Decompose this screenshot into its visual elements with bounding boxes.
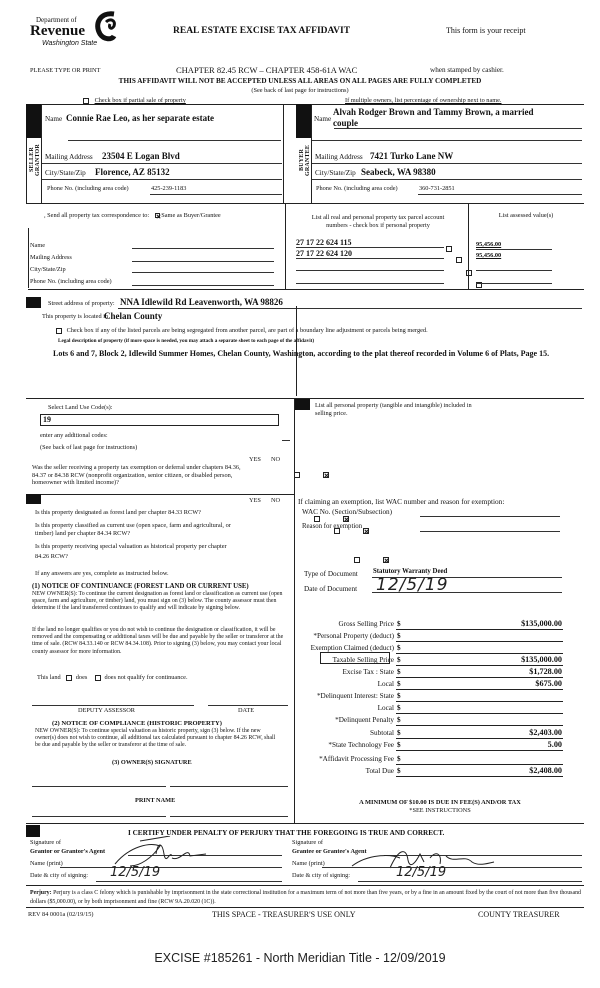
street-address[interactable]: NNA Idlewild Rd Leavenworth, WA 98826: [120, 297, 283, 307]
buyer-mailing-label: Mailing Address: [315, 153, 363, 161]
currency-symbol: $: [397, 729, 401, 737]
tax-row-underline: [396, 738, 563, 739]
additional-codes-label: enter any additional codes:: [40, 432, 108, 439]
logo-revenue: Revenue: [30, 23, 85, 39]
seller-phone[interactable]: 425-239-1183: [151, 185, 187, 192]
doc-date-handwritten[interactable]: 12/5/19: [376, 575, 449, 595]
logo-dept: Department of: [36, 16, 77, 24]
parcel-number-3[interactable]: [296, 270, 444, 271]
historic-question: Is this property receiving special valuation as historical property per chapter 84.26 RCW?: [35, 543, 227, 560]
deputy-assessor-line[interactable]: [32, 705, 194, 706]
grantee-date-label: Date & city of signing:: [292, 872, 351, 879]
this-land-label: This land: [37, 674, 61, 681]
tax-row-value[interactable]: 5.00: [547, 740, 562, 749]
buyer-section-label: BUYER GRANTEE: [299, 144, 311, 176]
tax-row-label: Local: [377, 704, 394, 712]
form-title: REAL ESTATE EXCISE TAX AFFIDAVIT: [173, 26, 351, 36]
tax-row-label: Total Due: [365, 767, 394, 775]
currency-symbol: $: [397, 755, 401, 763]
tax-row-label: *Affidavit Processing Fee: [319, 755, 394, 763]
doc-type-label: Type of Document: [304, 570, 358, 578]
seller-name[interactable]: Connie Rae Leo, as her separate estate: [66, 113, 215, 123]
perjury-label: Perjury:: [30, 890, 52, 896]
tax-row-label: Taxable Selling Price: [332, 656, 394, 664]
tax-row-underline: [396, 701, 563, 702]
currency-symbol: $: [397, 716, 401, 724]
historic-yes-checkbox[interactable]: [354, 557, 360, 563]
chapter-ref: CHAPTER 82.45 RCW – CHAPTER 458-61A WAC: [176, 65, 358, 75]
currency-symbol: $: [397, 767, 401, 775]
tax-row-value[interactable]: $2,408.00: [529, 766, 562, 775]
parcel-2-personal-checkbox[interactable]: [456, 257, 462, 263]
same-as-buyer-checkbox[interactable]: [155, 213, 160, 218]
parcel-3-personal-checkbox[interactable]: [466, 270, 472, 276]
stamped-note: when stamped by cashier.: [430, 66, 504, 74]
forest-yes-checkbox[interactable]: [314, 516, 320, 522]
doc-date-label: Date of Document: [304, 585, 358, 593]
tax-row-value[interactable]: $135,000.00: [521, 619, 562, 628]
county-treasurer: COUNTY TREASURER: [478, 910, 560, 919]
land-use-code-input[interactable]: [40, 414, 279, 426]
currency-symbol: $: [397, 656, 401, 664]
local-code-box[interactable]: [320, 652, 390, 664]
tax-row-underline: [396, 653, 563, 654]
logo-washington: Washington State: [42, 40, 98, 47]
seller-section-label: SELLER GRANTOR: [29, 144, 41, 176]
parcel-number-2[interactable]: 27 17 22 624 120: [296, 249, 352, 258]
corr-name-input[interactable]: [132, 248, 274, 249]
buyer-black-tab: [296, 104, 311, 138]
current-use-question: Is this property classified as current use (open space, farm and agricultural, or timber) land per chapter 84.34 RCW?: [35, 522, 231, 537]
corr-phone-input[interactable]: [132, 285, 274, 286]
grantor-date-handwritten[interactable]: 12/5/19: [110, 865, 161, 880]
does-label: does: [75, 674, 88, 681]
tax-row-value[interactable]: $2,403.00: [529, 728, 562, 737]
county[interactable]: Chelan County: [104, 311, 163, 321]
multiple-owners-note: If multiple owners, list percentage of ownership next to name.: [345, 97, 502, 104]
parcel-header-2: numbers - check box if personal property: [326, 222, 430, 229]
buyer-city[interactable]: Seabeck, WA 98380: [361, 167, 436, 177]
minimum-note: A MINIMUM OF $10.00 IS DUE IN FEE(S) AND/OR TAX: [359, 799, 521, 806]
tax-row-label: Excise Tax : State: [342, 668, 394, 676]
cert-black-tab: [26, 825, 40, 837]
see-back-note: (See back of last page for instructions): [251, 87, 349, 94]
grantee-sig-label2: Grantee or Grantee's Agent: [292, 848, 367, 855]
seller-phone-label: Phone No. (including area code): [47, 185, 129, 192]
tax-row-underline: [396, 689, 563, 690]
personal-property-input[interactable]: [315, 420, 583, 492]
corr-city-label: City/State/Zip: [30, 266, 66, 273]
parcel-header-1: List all real and personal property tax parcel account: [311, 214, 445, 221]
see-back-codes: (See back of last page for instructions): [40, 444, 138, 451]
grantee-date-handwritten[interactable]: 12/5/19: [396, 865, 447, 880]
date-label: DATE: [238, 707, 255, 714]
deputy-assessor-label: DEPUTY ASSESSOR: [78, 707, 135, 714]
assessed-value-3[interactable]: [476, 270, 552, 271]
owner-signature-label: (3) OWNER(S) SIGNATURE: [112, 759, 192, 766]
no-header-2: NO: [271, 497, 281, 504]
perjury-notice: [30, 889, 582, 907]
buyer-mailing[interactable]: 7421 Turko Lane NW: [370, 151, 454, 161]
current-use-no-checkbox[interactable]: [363, 528, 369, 534]
forest-no-checkbox[interactable]: [343, 516, 349, 522]
legal-label: Legal description of property (if more space is needed, you may attach a separate sheet to each page of the affidavit): [58, 338, 315, 344]
buyer-phone[interactable]: 360-731-2851: [419, 185, 455, 192]
assessed-value-4[interactable]: [476, 283, 552, 284]
corr-mailing-label: Mailing Address: [30, 254, 72, 261]
historic-no-checkbox[interactable]: [383, 557, 389, 563]
parcel-number-1[interactable]: 27 17 22 624 115: [296, 238, 352, 247]
grantee-name-label: Name (print): [292, 860, 325, 867]
personal-property-black-tab: [295, 399, 310, 410]
grantee-date-line[interactable]: [358, 881, 582, 882]
tax-row-underline: [396, 764, 563, 765]
correspondence-row: [44, 212, 221, 220]
tax-row-underline: [396, 750, 563, 751]
if-yes-note: If any answers are yes, complete as instructed below.: [35, 570, 169, 577]
buyer-phone-label: Phone No. (including area code): [316, 185, 398, 192]
parcel-number-4[interactable]: [296, 283, 444, 284]
wac-input[interactable]: [420, 516, 560, 517]
grantor-date-label: Date & city of signing:: [30, 872, 89, 879]
corr-city-input[interactable]: [132, 272, 274, 273]
compliance-text: NEW OWNER(S): To continue special valuation as historic property, sign (3) below. If the new owner(s) does not wish to continue, all additional tax calculated pursuant to chapter 84.26 RCW, shall be due and payable by the seller or transferor at the time of sale.: [35, 728, 276, 749]
tax-row-label: *Personal Property (deduct): [313, 632, 394, 640]
tax-row-underline: [396, 713, 563, 714]
seller-city[interactable]: Florence, AZ 85132: [95, 167, 170, 177]
tax-row-underline: [396, 677, 563, 678]
dor-swirl-logo-icon: [92, 10, 122, 42]
seller-city-label: City/State/Zip: [45, 169, 86, 177]
partial-sale-checkbox[interactable]: [83, 98, 89, 104]
seller-black-tab: [26, 104, 41, 138]
tax-row-label: *Delinquent Interest: State: [316, 692, 394, 700]
yes-header-1: YES: [249, 456, 261, 463]
receipt-note: This form is your receipt: [446, 26, 526, 35]
currency-symbol: $: [397, 620, 401, 628]
exemption-label: If claiming an exemption, list WAC number and reason for exemption:: [298, 497, 505, 506]
print-name-line-2[interactable]: [170, 816, 288, 817]
currency-symbol: $: [397, 741, 401, 749]
treasurer-space: THIS SPACE - TREASURER'S USE ONLY: [212, 910, 356, 919]
assessor-date-line[interactable]: [208, 705, 288, 706]
tax-row-underline: [396, 641, 563, 642]
reason-input[interactable]: [420, 531, 560, 532]
personal-property-label: List all personal property (tangible and intangible) included in selling price.: [315, 402, 472, 417]
tax-row-label: *Delinquent Penalty: [335, 716, 394, 724]
street-label: Street address of property:: [48, 300, 115, 307]
tax-row-value[interactable]: $675.00: [535, 679, 562, 688]
same-as-buyer-label: Same as Buyer/Grantee: [161, 212, 221, 219]
tax-row-underline: [396, 776, 563, 777]
no-header-1: NO: [271, 456, 281, 463]
segregated-checkbox[interactable]: [56, 328, 62, 334]
parcel-1-personal-checkbox[interactable]: [446, 246, 452, 252]
exemption-question: Was the seller receiving a property tax exemption or deferral under chapters 84.36, 84.37 or 84.38 RCW (nonprofit organization, senior citizen, or disabled person, homeowner with limited income)?: [32, 464, 241, 487]
correspondence-label: , Send all property tax correspondence to:: [44, 212, 150, 219]
tax-row-label: Local: [377, 680, 394, 688]
qualify-row: [37, 674, 188, 682]
corr-mailing-input[interactable]: [132, 261, 274, 262]
tax-row-label: Exemption Claimed (deduct): [310, 644, 394, 652]
does-not-qualify-checkbox[interactable]: [95, 675, 101, 681]
see-instructions: *SEE INSTRUCTIONS: [409, 807, 471, 814]
located-label: This property is located in: [42, 313, 109, 320]
tax-row-underline: [396, 665, 563, 666]
currency-symbol: $: [397, 692, 401, 700]
tax-row-value[interactable]: $135,000.00: [521, 655, 562, 664]
segregated-row: [56, 327, 586, 335]
seller-name-label: Name: [45, 115, 63, 123]
grantor-date-line[interactable]: [96, 881, 282, 882]
corr-phone-label: Phone No. (including area code): [30, 278, 112, 285]
currency-symbol: $: [397, 680, 401, 688]
excise-stamp: EXCISE #185261 - North Meridian Title - 12/09/2019: [154, 951, 446, 965]
owner-signature-line-1[interactable]: [32, 786, 166, 787]
assessed-value-1[interactable]: 95,456.00: [476, 241, 502, 248]
grantee-name-line[interactable]: [322, 867, 582, 868]
continuance-title: (1) NOTICE OF CONTINUANCE (FOREST LAND OR CURRENT USE): [32, 583, 249, 590]
cert-statement: I CERTIFY UNDER PENALTY OF PERJURY THAT THE FOREGOING IS TRUE AND CORRECT.: [128, 829, 445, 837]
print-name-line-1[interactable]: [32, 816, 166, 817]
wac-label: WAC No. (Section/Subsection): [302, 508, 393, 516]
compliance-title: (2) NOTICE OF COMPLIANCE (HISTORIC PROPERTY): [52, 720, 222, 727]
legal-description[interactable]: Lots 6 and 7, Block 2, Idlewild Summer Homes, Chelan County, Washington, according to the plat thereof recorded in Volume 6 of Plats, Page 15.: [53, 349, 550, 358]
assessed-header: List assessed value(s): [498, 212, 554, 219]
seller-mailing-label: Mailing Address: [45, 153, 93, 161]
currency-symbol: $: [397, 704, 401, 712]
rev-number: REV 84 0001a (02/19/15): [28, 911, 94, 918]
print-name-label: PRINT NAME: [135, 797, 176, 804]
grantor-sig-label1: Signature of: [30, 839, 61, 846]
grantor-name-label: Name (print): [30, 860, 63, 867]
warning-banner: THIS AFFIDAVIT WILL NOT BE ACCEPTED UNLESS ALL AREAS ON ALL PAGES ARE FULLY COMPLETED: [118, 77, 482, 85]
reason-label: Reason for exemption: [302, 523, 363, 530]
land-use-code: 19: [43, 415, 51, 424]
exemption-yes-checkbox[interactable]: [294, 472, 300, 478]
dor-logo: [28, 12, 128, 60]
does-not-label: does not qualify for continuance.: [104, 674, 188, 681]
tax-row-underline: [396, 725, 563, 726]
yes-header-2: YES: [249, 497, 261, 504]
buyer-city-label: City/State/Zip: [315, 169, 356, 177]
tax-row-label: Gross Selling Price: [338, 620, 394, 628]
currency-symbol: $: [397, 644, 401, 652]
tax-row-label: *State Technology Fee: [328, 741, 394, 749]
perjury-text: Perjury is a class C felony which is punishable by imprisonment in the state correctional institution for a maximum term of not more than five years, or by a fine in an amount fixed by the court of not more than five thousand dollars ($5,000.00), or by both imprisonment and fine (RCW 9A.20.020 (1C)).: [30, 890, 581, 906]
doc-type[interactable]: Statutory Warranty Deed: [373, 568, 448, 575]
owner-signature-line-2[interactable]: [170, 786, 288, 787]
does-qualify-checkbox[interactable]: [66, 675, 72, 681]
please-type: PLEASE TYPE OR PRINT: [30, 67, 101, 74]
forest-question: Is this property designated as forest land per chapter 84.33 RCW?: [35, 509, 201, 516]
assessed-value-2[interactable]: 95,456.00: [476, 252, 502, 259]
currency-symbol: $: [397, 668, 401, 676]
grantor-name-line[interactable]: [60, 867, 282, 868]
tax-row-underline: [396, 629, 563, 630]
grantor-sig-label2: Grantor or Grantor's Agent: [30, 848, 106, 855]
continuance-text-1: NEW OWNER(S): To continue the current designation as forest land or classification as current use (open space, farm and agriculture, or timber) land, you must sign on (3) below. The county assessor must then determine if the land transferred continues to qualify and will indicate by signing below.: [32, 591, 283, 612]
questions-black-tab: [26, 494, 41, 504]
tax-row-label: Subtotal: [370, 729, 394, 737]
continuance-text-2: If the land no longer qualifies or you do not wish to continue the designation or classification, it will be removed and the compensating or additional taxes will be due and payable by the seller or transferor at the time of sale. (RCW 84.33.140 or RCW 84.34.108). Prior to signing (3) below, you may contact your local county assessor for more information.: [32, 627, 284, 655]
buyer-name-line1[interactable]: Alvah Rodger Brown and Tammy Brown, a married: [333, 107, 534, 117]
tax-row-value[interactable]: $1,728.00: [529, 667, 562, 676]
currency-symbol: $: [397, 632, 401, 640]
partial-sale-label: Check box if partial sale of property: [94, 97, 186, 104]
corr-name-label: Name: [30, 242, 46, 249]
segregated-label: Check box if any of the listed parcels are being segregated from another parcel, are part of a boundary line adjustment or parcels being merged.: [66, 327, 428, 334]
grantee-sig-label1: Signature of: [292, 839, 323, 846]
property-black-tab: [26, 297, 41, 308]
buyer-name-label: Name: [314, 115, 332, 123]
land-use-label: Select Land Use Code(s):: [48, 404, 113, 411]
buyer-name-line2[interactable]: couple: [333, 118, 359, 128]
seller-mailing[interactable]: 23504 E Logan Blvd: [102, 151, 180, 161]
